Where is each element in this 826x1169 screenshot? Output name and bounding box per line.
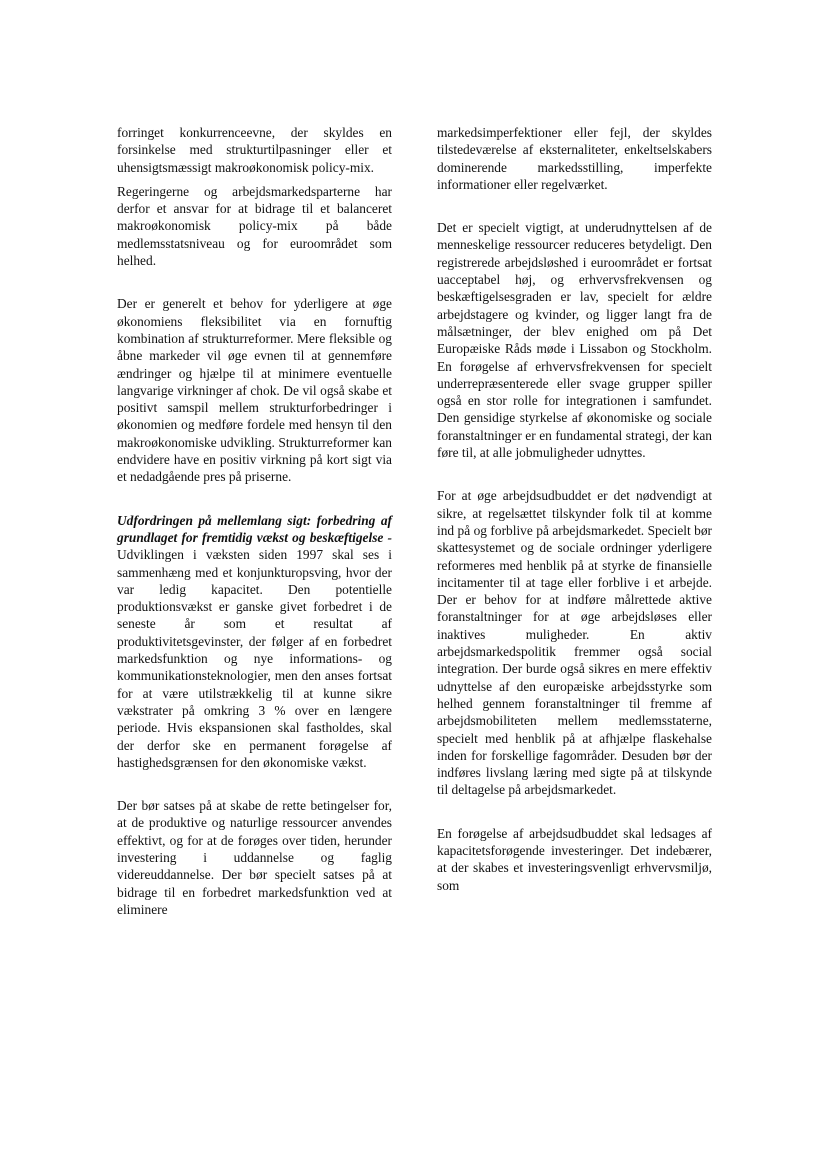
paragraph: forringet konkurrenceevne, der skyldes en forsinkelse med strukturtilpasninger eller et uhensigtsmæssigt makroøkonomisk policy-mix.: [117, 125, 392, 175]
paragraph: Det er specielt vigtigt, at underudnyttelsen af de menneskelige ressourcer reduceres betydeligt. Den registrerede arbejdsløshed i euroområdet er fortsat uacceptabel høj, og erhvervsfrekvensen og beskæftigelsesgraden er lav, specielt for ældre arbejdstagere og kvinder, og ligger langt fra de målsætninger, der blev enighed om på Det Europæiske Råds møde i Lissabon og Stockholm. En forøgelse af erhvervsfrekvensen for specielt underrepræsenterede eller svage grupper spiller også en stor rolle for integrationen i samfundet. Den gensidige styrkelse af økonomiske og sociale foranstaltninger er en fundamental strategi, der kan føre til, at alle jobmuligheder udnyttes.: [437, 220, 712, 461]
paragraph: Regeringerne og arbejdsmarkedsparterne har derfor et ansvar for at bidrage til et balanceret makroøkonomisk policy-mix på både medlemsstatsniveau og for euroområdet som helhed.: [117, 183, 392, 269]
right-column: [437, 124, 712, 901]
paragraph: For at øge arbejdsudbuddet er det nødvendigt at sikre, at regelsættet tilskynder folk til at komme ind på og forblive på arbejdsmarkedet. Specielt bør skattesystemet og de sociale ordninger yderligere reformeres med henblik på at styrke de finansielle incitamenter til at tage eller forblive i et arbejde. Der er behov for at indføre målrettede aktive foranstaltninger for at øge arbejdsløses eller inaktives muligheder. En aktiv arbejdsmarkedspolitik fremmer også social integration. Der burde også sikres en mere effektiv udnyttelse af den europæiske arbejdsstyrke som helhed gennem foranstaltninger til fremme af arbejdsmobiliteten mellem medlemsstaterne, specielt med henblik på at afhjælpe flaskehalse inden for forskellige fagområder. Desuden bør der indføres livslang læring med sigte på at tilskynde til deltagelse på arbejdsmarkedet.: [437, 488, 712, 798]
paragraph-with-heading: [117, 512, 392, 771]
inline-heading: Udfordringen på mellemlang sigt: forbedring af grundlaget for fremtidig vækst og beskæftigelse -: [117, 512, 392, 545]
paragraph: Der bør satses på at skabe de rette betingelser for, at de produktive og naturlige ressourcer anvendes effektivt, og for at de forøges over tiden, herunder investering i uddannelse og faglig videreuddannelse. Der bør specielt satses på at bidrage til en forbedret markedsfunktion ved at eliminere: [117, 798, 392, 917]
paragraph-body: Udviklingen i væksten siden 1997 skal ses i sammenhæng med et konjunkturopsving, hvor der var ledig kapacitet. Den potentielle produktionsvækst er ganske givet forbedret i de seneste år som et resultat af produktivitetsgevinster, der følger af en forbedret markedsfunktion og nye informations- og kommunikationsteknologier, men den anses fortsat for at være utilstrækkelig til at kunne sikre vækstrater på omkring 3 % over en længere periode. Hvis ekspansionen skal fastholdes, skal der derfor ske en permanent forøgelse af hastighedsgrænsen for den økonomiske vækst.: [117, 547, 392, 770]
left-column: [117, 124, 392, 925]
paragraph: markedsimperfektioner eller fejl, der skyldes tilstedeværelse af eksternaliteter, enkeltselskabers dominerende markedsstilling, imperfekte informationer eller regelværket.: [437, 125, 712, 192]
paragraph: En forøgelse af arbejdsudbuddet skal ledsages af kapacitetsforøgende investeringer. Det indebærer, at der skabes et investeringsvenligt erhvervsmiljø, som: [437, 825, 712, 893]
paragraph: Der er generelt et behov for yderligere at øge økonomiens fleksibilitet via en fornuftig kombination af strukturreformer. Mere fleksible og åbne markeder vil øge evnen til at gennemføre ændringer og hjælpe til at minimere eventuelle langvarige virkninger af chok. De vil også skabe et positivt samspil mellem strukturforbedringer i økonomien og medføre fordele med hensyn til den makroøkonomiske udvikling. Strukturreformer kan endvidere have en positiv virkning på kort sigt via et nedadgående pres på priserne.: [117, 296, 392, 485]
